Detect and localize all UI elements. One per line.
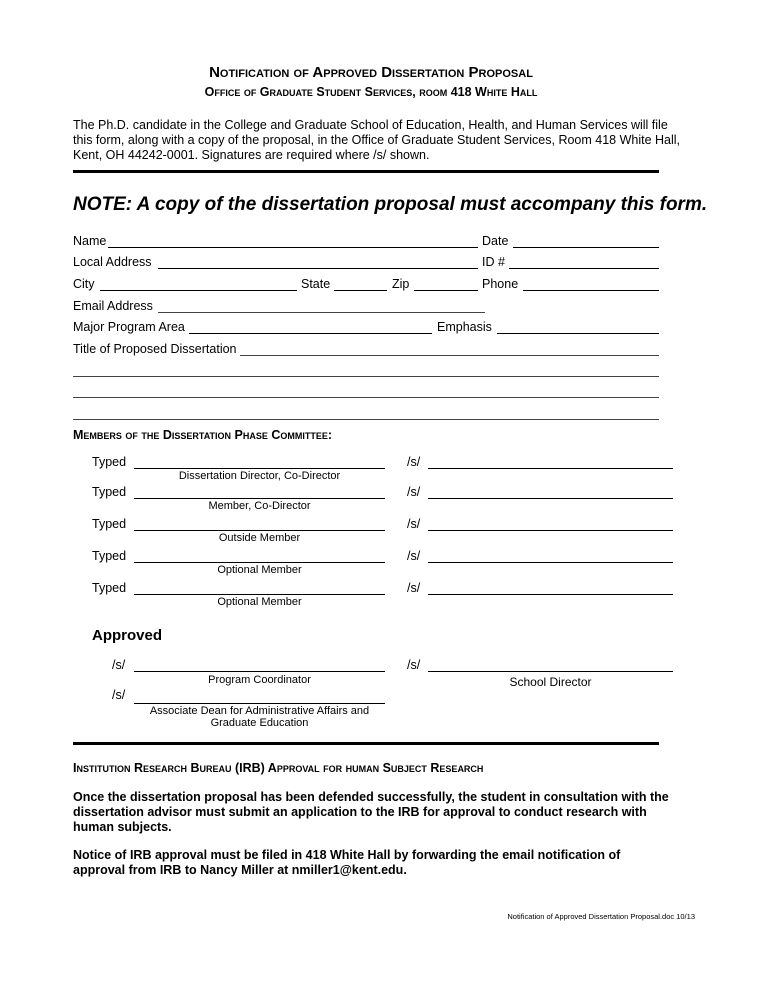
email-field[interactable] — [158, 312, 485, 313]
irb-paragraph-2: Notice of IRB approval must be filed in 418 White Hall by forwarding the email notification of approval from IRB to Nancy Miller at nmiller1@kent.edu. — [73, 848, 621, 877]
top-divider — [73, 170, 659, 173]
name-field[interactable] — [108, 247, 478, 248]
irb-paragraph-1: Once the dissertation proposal has been defended successfully, the student in consultation with the dissertation advisor must submit an application to the IRB for approval to conduct research with human subjects. — [73, 790, 669, 834]
zip-field[interactable] — [414, 290, 478, 291]
signature-label: /s/ — [407, 658, 421, 672]
signature-label: /s/ — [407, 581, 421, 595]
typed-name-field[interactable] — [134, 562, 385, 563]
typed-label: Typed — [92, 549, 127, 563]
note-heading: NOTE: A copy of the dissertation proposal must accompany this form. — [73, 194, 708, 215]
role-caption: Dissertation Director, Co-Director — [178, 470, 341, 482]
program-coordinator-caption: Program Coordinator — [208, 674, 311, 686]
signature-field[interactable] — [428, 530, 673, 531]
zip-label: Zip — [392, 277, 410, 291]
phone-field[interactable] — [523, 290, 659, 291]
irb-heading: Institution Research Bureau (IRB) Approval for human Subject Research — [73, 761, 484, 775]
phone-label: Phone — [482, 277, 519, 291]
footer-filename: Notification of Approved Dissertation Proposal.doc 10/13 — [507, 912, 695, 921]
form-subtitle: Office of Graduate Student Services, room 418 White Hall — [204, 85, 538, 99]
local-address-field[interactable] — [158, 268, 478, 269]
role-caption: Outside Member — [218, 532, 301, 544]
signature-label: /s/ — [112, 658, 126, 672]
signature-label: /s/ — [112, 688, 126, 702]
id-label: ID # — [482, 255, 505, 269]
committee-heading: Members of the Dissertation Phase Committee: — [73, 428, 333, 442]
role-caption: Member, Co-Director — [208, 500, 311, 512]
form-title: Notification of Approved Dissertation Proposal — [209, 64, 533, 81]
typed-name-field[interactable] — [134, 498, 385, 499]
signature-label: /s/ — [407, 455, 421, 469]
typed-label: Typed — [92, 485, 127, 499]
signature-field[interactable] — [428, 498, 673, 499]
dissertation-title-line-3[interactable] — [73, 397, 659, 398]
intro-paragraph: The Ph.D. candidate in the College and Graduate School of Education, Health, and Human Services will file this form, along with a copy of the proposal, in the Office of Graduate Student Services, Room 418 White Hall, Kent, OH 44242-0001. Signatures are required where /s/ shown. — [73, 118, 681, 162]
typed-name-field[interactable] — [134, 594, 385, 595]
associate-dean-signature[interactable] — [134, 703, 385, 704]
major-field[interactable] — [189, 333, 432, 334]
role-caption: Optional Member — [217, 564, 302, 576]
date-field[interactable] — [513, 247, 659, 248]
middle-divider — [73, 742, 659, 745]
city-label: City — [73, 277, 95, 291]
typed-name-field[interactable] — [134, 468, 385, 469]
approved-heading: Approved — [92, 627, 163, 644]
state-label: State — [301, 277, 331, 291]
local-address-label: Local Address — [73, 255, 152, 269]
signature-label: /s/ — [407, 517, 421, 531]
major-label: Major Program Area — [73, 320, 185, 334]
emphasis-field[interactable] — [497, 333, 659, 334]
associate-dean-caption-line1: Associate Dean for Administrative Affairs and — [149, 705, 370, 717]
date-label: Date — [482, 234, 509, 248]
signature-field[interactable] — [428, 468, 673, 469]
name-label: Name — [73, 234, 107, 248]
emphasis-label: Emphasis — [437, 320, 492, 334]
email-label: Email Address — [73, 299, 153, 313]
associate-dean-caption-line2: Graduate Education — [210, 717, 309, 729]
city-field[interactable] — [100, 290, 297, 291]
school-director-caption: School Director — [509, 675, 592, 689]
signature-label: /s/ — [407, 549, 421, 563]
id-field[interactable] — [509, 268, 659, 269]
typed-label: Typed — [92, 455, 127, 469]
typed-label: Typed — [92, 581, 127, 595]
typed-label: Typed — [92, 517, 127, 531]
signature-field[interactable] — [428, 594, 673, 595]
state-field[interactable] — [334, 290, 387, 291]
dissertation-title-label: Title of Proposed Dissertation — [73, 342, 237, 356]
signature-label: /s/ — [407, 485, 421, 499]
role-caption: Optional Member — [217, 596, 302, 608]
typed-name-field[interactable] — [134, 530, 385, 531]
program-coordinator-signature[interactable] — [134, 671, 385, 672]
dissertation-title-line-4[interactable] — [73, 419, 659, 420]
dissertation-title-line-2[interactable] — [73, 376, 659, 377]
school-director-signature[interactable] — [428, 671, 673, 672]
signature-field[interactable] — [428, 562, 673, 563]
dissertation-title-field[interactable] — [240, 355, 659, 356]
